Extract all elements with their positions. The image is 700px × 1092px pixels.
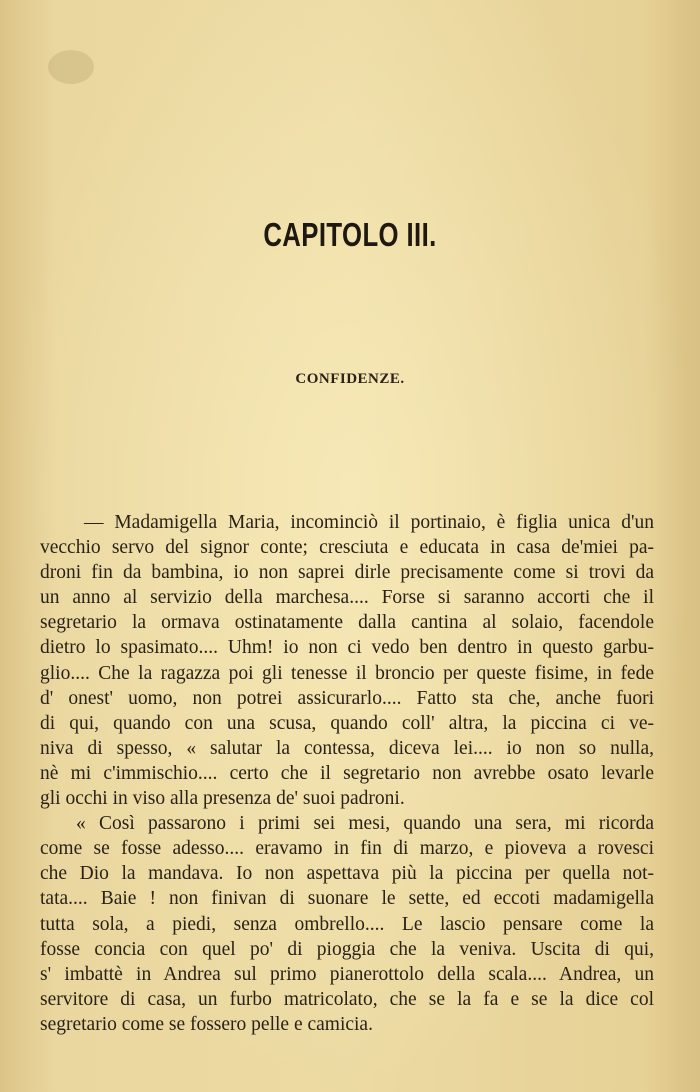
text-line: glio.... Che la ragazza poi gli tenesse il broncio per queste fisime, in fede <box>40 662 654 684</box>
chapter-title: CAPITOLO III. <box>263 216 437 253</box>
text-line: gli occhi in viso alla presenza de' suoi padroni. <box>40 788 405 810</box>
text-line: tutta sola, a piedi, senza ombrello.... Le lascio pensare come la <box>40 913 654 935</box>
text-line: segretario la ormava ostinatamente dalla cantina al solaio, facendole <box>40 612 654 634</box>
text-line: droni fin da bambina, io non saprei dirle precisamente come si trovi da <box>40 562 654 584</box>
paper-stain <box>48 50 94 84</box>
text-line: un anno al servizio della marchesa.... Forse si saranno accorti che il <box>40 587 654 609</box>
text-line: dietro lo spasimato.... Uhm! io non ci vedo ben dentro in questo garbu- <box>40 637 654 659</box>
text-line: servitore di casa, un furbo matricolato, che se la fa e se la dice col <box>40 988 654 1010</box>
section-title: CONFIDENZE. <box>295 371 405 387</box>
text-line: vecchio servo del signor conte; cresciuta e educata in casa de'miei pa- <box>40 537 654 559</box>
text-line: s' imbattè in Andrea sul primo pianerottolo della scala.... Andrea, un <box>40 963 654 985</box>
body-text <box>40 510 654 1037</box>
text-line: — Madamigella Maria, incominciò il portinaio, è figlia unica d'un <box>84 512 654 533</box>
text-line: segretario come se fossero pelle e camicia. <box>40 1013 373 1035</box>
text-line: tata.... Baie ! non finivan di suonare le sette, ed eccoti madamigella <box>40 888 654 910</box>
text-line: di qui, quando con una scusa, quando coll' altra, la piccina ci ve- <box>40 712 654 734</box>
text-line: nè mi c'immischio.... certo che il segretario non avrebbe osato levarle <box>40 762 654 784</box>
text-line: come se fosse adesso.... eravamo in fin di marzo, e pioveva a rovesci <box>40 838 654 860</box>
text-line: d' onest' uomo, non potrei assicurarlo.... Fatto sta che, anche fuori <box>40 687 654 709</box>
text-line: che Dio la mandava. Io non aspettava più la piccina per quella not- <box>40 863 654 885</box>
text-line: « Così passarono i primi sei mesi, quando una sera, mi ricorda <box>76 813 654 835</box>
text-line: fosse concia con quel po' di pioggia che la veniva. Uscita di qui, <box>40 938 654 960</box>
text-line: niva di spesso, « salutar la contessa, diceva lei.... io non so nulla, <box>40 737 654 759</box>
